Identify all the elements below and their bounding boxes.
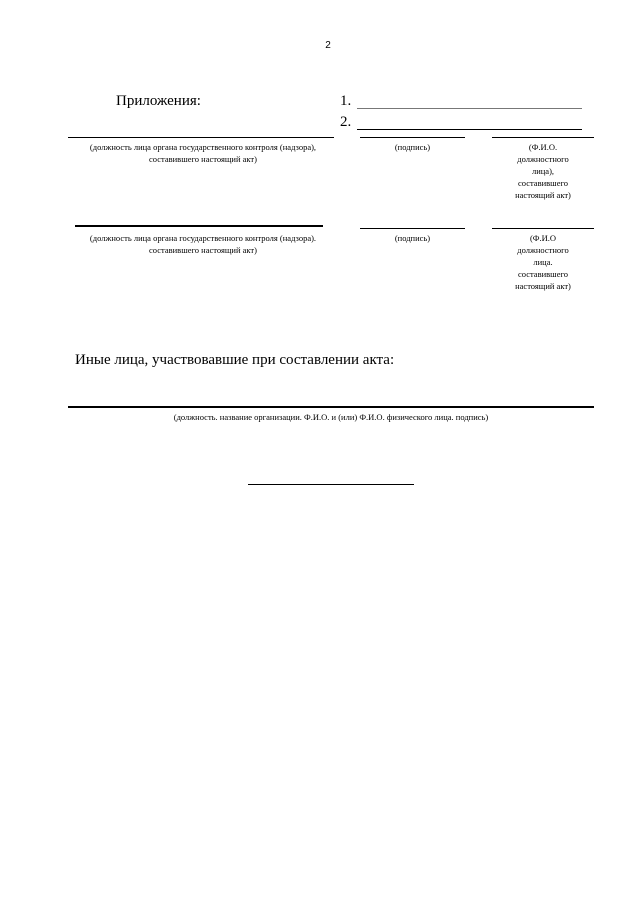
name-caption-2-line: (Ф.И.О	[529, 233, 557, 243]
name-caption-2-line: должностного	[517, 245, 569, 255]
attachment-item-1-line	[357, 108, 582, 109]
name-line-2	[492, 228, 594, 229]
name-caption-1	[492, 141, 594, 201]
closing-line	[248, 484, 414, 485]
other-persons-line	[68, 406, 594, 408]
name-caption-2	[492, 232, 594, 292]
name-line-1	[492, 137, 594, 138]
signature-line-2	[360, 228, 465, 229]
attachment-item-1-number: 1.	[340, 93, 352, 109]
page-number: 2	[325, 40, 331, 51]
other-persons-caption: (должность. название организации. Ф.И.О. и (или) Ф.И.О. физического лица. подпись)	[173, 412, 489, 422]
attachment-item-2-number: 2.	[340, 114, 352, 130]
name-caption-2-line: настоящий акт)	[515, 281, 571, 291]
position-line-1	[68, 137, 334, 138]
signature-line-1	[360, 137, 465, 138]
signature-caption-2: (подпись)	[394, 233, 431, 243]
signature-caption-1: (подпись)	[394, 142, 431, 152]
position-caption-1: (должность лица органа государственного контроля (надзора), составившего настоящий акт)	[89, 142, 317, 164]
name-caption-1-line: настоящий акт)	[515, 190, 571, 200]
attachments-label: Приложения:	[116, 93, 201, 109]
name-caption-1-line: составившего	[517, 178, 569, 188]
name-caption-1-line: должностного	[517, 154, 569, 164]
name-caption-1-line: лица),	[531, 166, 555, 176]
name-caption-2-line: составившего	[517, 269, 569, 279]
name-caption-1-line: (Ф.И.О.	[528, 142, 558, 152]
position-line-2	[75, 225, 323, 227]
other-persons-heading: Иные лица, участвовавшие при составлении акта:	[75, 352, 395, 368]
position-caption-2: (должность лица органа государственного контроля (надзора). составившего настоящий акт)	[89, 233, 317, 255]
attachment-item-2-line	[357, 129, 582, 130]
name-caption-2-line: лица.	[533, 257, 553, 267]
